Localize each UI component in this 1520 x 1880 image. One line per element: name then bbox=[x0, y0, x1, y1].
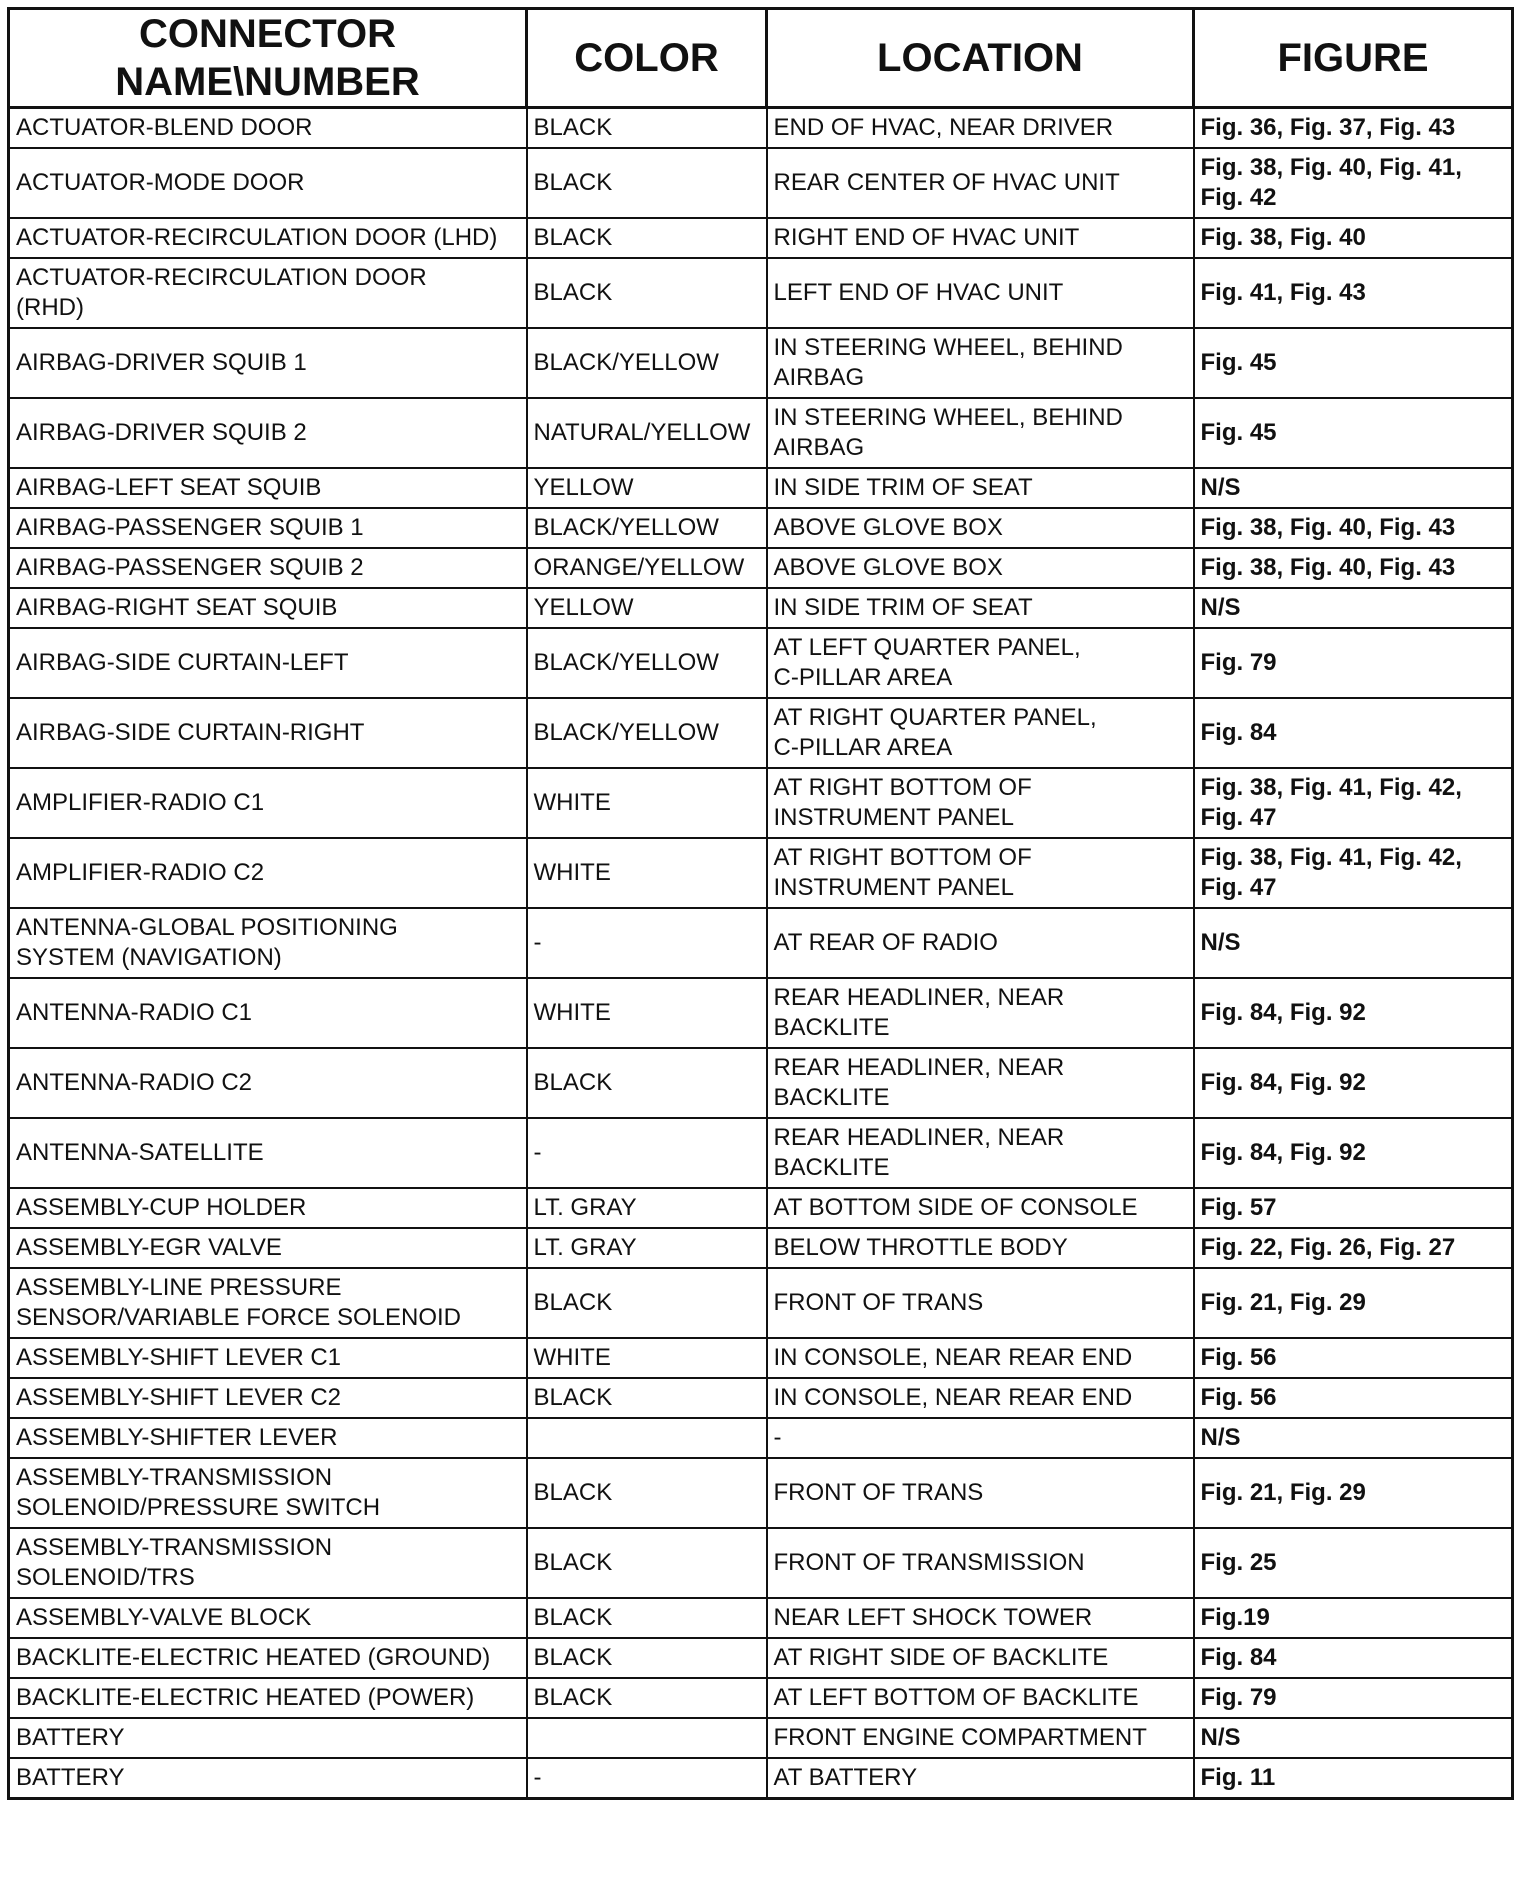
connector-name-cell: AMPLIFIER-RADIO C2 bbox=[9, 838, 527, 908]
location-cell: IN CONSOLE, NEAR REAR END bbox=[767, 1378, 1194, 1418]
color-cell: LT. GRAY bbox=[527, 1188, 767, 1228]
connector-name-cell: AIRBAG-DRIVER SQUIB 1 bbox=[9, 328, 527, 398]
figure-cell: Fig. 56 bbox=[1194, 1378, 1513, 1418]
figure-cell: Fig. 45 bbox=[1194, 328, 1513, 398]
table-row bbox=[9, 1678, 1513, 1718]
color-cell: - bbox=[527, 908, 767, 978]
table-row bbox=[9, 1758, 1513, 1799]
location-cell: AT LEFT BOTTOM OF BACKLITE bbox=[767, 1678, 1194, 1718]
figure-cell: N/S bbox=[1194, 468, 1513, 508]
connector-name-cell: AIRBAG-SIDE CURTAIN-RIGHT bbox=[9, 698, 527, 768]
connector-name-cell: ACTUATOR-RECIRCULATION DOOR (RHD) bbox=[9, 258, 527, 328]
location-cell: ABOVE GLOVE BOX bbox=[767, 548, 1194, 588]
location-cell: IN STEERING WHEEL, BEHIND AIRBAG bbox=[767, 398, 1194, 468]
table-row bbox=[9, 148, 1513, 218]
location-cell: REAR CENTER OF HVAC UNIT bbox=[767, 148, 1194, 218]
color-cell: BLACK bbox=[527, 1678, 767, 1718]
location-cell: AT RIGHT SIDE OF BACKLITE bbox=[767, 1638, 1194, 1678]
location-cell: - bbox=[767, 1418, 1194, 1458]
table-row bbox=[9, 1638, 1513, 1678]
color-cell: BLACK bbox=[527, 218, 767, 258]
location-cell: IN STEERING WHEEL, BEHIND AIRBAG bbox=[767, 328, 1194, 398]
color-cell: BLACK bbox=[527, 1048, 767, 1118]
color-cell: BLACK/YELLOW bbox=[527, 508, 767, 548]
location-cell: AT REAR OF RADIO bbox=[767, 908, 1194, 978]
figure-cell: Fig. 38, Fig. 40, Fig. 41, Fig. 42 bbox=[1194, 148, 1513, 218]
header-color: COLOR bbox=[527, 9, 767, 108]
table-row bbox=[9, 838, 1513, 908]
connector-name-cell: ASSEMBLY-CUP HOLDER bbox=[9, 1188, 527, 1228]
location-cell: AT LEFT QUARTER PANEL, C-PILLAR AREA bbox=[767, 628, 1194, 698]
connector-name-cell: BACKLITE-ELECTRIC HEATED (GROUND) bbox=[9, 1638, 527, 1678]
location-cell: FRONT OF TRANS bbox=[767, 1268, 1194, 1338]
color-cell: BLACK bbox=[527, 148, 767, 218]
location-cell: LEFT END OF HVAC UNIT bbox=[767, 258, 1194, 328]
color-cell: BLACK bbox=[527, 108, 767, 149]
connector-name-cell: ASSEMBLY-VALVE BLOCK bbox=[9, 1598, 527, 1638]
figure-cell: Fig. 84, Fig. 92 bbox=[1194, 1048, 1513, 1118]
color-cell: WHITE bbox=[527, 838, 767, 908]
location-cell: NEAR LEFT SHOCK TOWER bbox=[767, 1598, 1194, 1638]
table-row bbox=[9, 1188, 1513, 1228]
color-cell: BLACK bbox=[527, 1598, 767, 1638]
location-cell: FRONT OF TRANSMISSION bbox=[767, 1528, 1194, 1598]
location-cell: IN SIDE TRIM OF SEAT bbox=[767, 468, 1194, 508]
location-cell: FRONT OF TRANS bbox=[767, 1458, 1194, 1528]
table-row bbox=[9, 258, 1513, 328]
figure-cell: Fig. 36, Fig. 37, Fig. 43 bbox=[1194, 108, 1513, 149]
connector-table bbox=[7, 7, 1514, 1800]
connector-name-cell: ANTENNA-GLOBAL POSITIONING SYSTEM (NAVIGATION) bbox=[9, 908, 527, 978]
figure-cell: Fig. 45 bbox=[1194, 398, 1513, 468]
connector-name-cell: ANTENNA-RADIO C1 bbox=[9, 978, 527, 1048]
connector-name-cell: ASSEMBLY-SHIFTER LEVER bbox=[9, 1418, 527, 1458]
color-cell: BLACK/YELLOW bbox=[527, 328, 767, 398]
color-cell: NATURAL/YELLOW bbox=[527, 398, 767, 468]
connector-name-cell: ANTENNA-SATELLITE bbox=[9, 1118, 527, 1188]
connector-name-cell: BATTERY bbox=[9, 1718, 527, 1758]
location-cell: AT BOTTOM SIDE OF CONSOLE bbox=[767, 1188, 1194, 1228]
figure-cell: Fig. 84 bbox=[1194, 698, 1513, 768]
figure-cell: Fig. 38, Fig. 40, Fig. 43 bbox=[1194, 508, 1513, 548]
table-row bbox=[9, 1418, 1513, 1458]
figure-cell: Fig. 22, Fig. 26, Fig. 27 bbox=[1194, 1228, 1513, 1268]
color-cell: LT. GRAY bbox=[527, 1228, 767, 1268]
figure-cell: Fig. 56 bbox=[1194, 1338, 1513, 1378]
figure-cell: Fig. 21, Fig. 29 bbox=[1194, 1268, 1513, 1338]
connector-name-cell: AMPLIFIER-RADIO C1 bbox=[9, 768, 527, 838]
table-row bbox=[9, 698, 1513, 768]
table-row bbox=[9, 588, 1513, 628]
connector-name-cell: AIRBAG-PASSENGER SQUIB 2 bbox=[9, 548, 527, 588]
table-body bbox=[9, 108, 1513, 1799]
connector-name-cell: ASSEMBLY-TRANSMISSION SOLENOID/PRESSURE SWITCH bbox=[9, 1458, 527, 1528]
figure-cell: N/S bbox=[1194, 1418, 1513, 1458]
location-cell: FRONT ENGINE COMPARTMENT bbox=[767, 1718, 1194, 1758]
color-cell: BLACK bbox=[527, 1268, 767, 1338]
table-row bbox=[9, 1268, 1513, 1338]
color-cell: BLACK bbox=[527, 1378, 767, 1418]
location-cell: REAR HEADLINER, NEAR BACKLITE bbox=[767, 978, 1194, 1048]
figure-cell: N/S bbox=[1194, 1718, 1513, 1758]
figure-cell: Fig. 38, Fig. 41, Fig. 42, Fig. 47 bbox=[1194, 838, 1513, 908]
color-cell: BLACK/YELLOW bbox=[527, 628, 767, 698]
figure-cell: Fig. 38, Fig. 40 bbox=[1194, 218, 1513, 258]
location-cell: AT RIGHT BOTTOM OF INSTRUMENT PANEL bbox=[767, 838, 1194, 908]
connector-name-cell: AIRBAG-DRIVER SQUIB 2 bbox=[9, 398, 527, 468]
figure-cell: N/S bbox=[1194, 588, 1513, 628]
table-row bbox=[9, 1378, 1513, 1418]
table-row bbox=[9, 1458, 1513, 1528]
location-cell: BELOW THROTTLE BODY bbox=[767, 1228, 1194, 1268]
location-cell: RIGHT END OF HVAC UNIT bbox=[767, 218, 1194, 258]
color-cell: - bbox=[527, 1118, 767, 1188]
color-cell: BLACK bbox=[527, 258, 767, 328]
location-cell: END OF HVAC, NEAR DRIVER bbox=[767, 108, 1194, 149]
connector-name-cell: ACTUATOR-BLEND DOOR bbox=[9, 108, 527, 149]
table-row bbox=[9, 1228, 1513, 1268]
color-cell: BLACK/YELLOW bbox=[527, 698, 767, 768]
location-cell: REAR HEADLINER, NEAR BACKLITE bbox=[767, 1118, 1194, 1188]
table-row bbox=[9, 1048, 1513, 1118]
table-row bbox=[9, 978, 1513, 1048]
figure-cell: Fig. 25 bbox=[1194, 1528, 1513, 1598]
figure-cell: N/S bbox=[1194, 908, 1513, 978]
table-row bbox=[9, 508, 1513, 548]
figure-cell: Fig. 21, Fig. 29 bbox=[1194, 1458, 1513, 1528]
connector-name-cell: ACTUATOR-RECIRCULATION DOOR (LHD) bbox=[9, 218, 527, 258]
figure-cell: Fig. 79 bbox=[1194, 628, 1513, 698]
connector-name-cell: ACTUATOR-MODE DOOR bbox=[9, 148, 527, 218]
connector-name-cell: BACKLITE-ELECTRIC HEATED (POWER) bbox=[9, 1678, 527, 1718]
table-row bbox=[9, 398, 1513, 468]
table-row bbox=[9, 1528, 1513, 1598]
header-row bbox=[9, 9, 1513, 108]
color-cell: BLACK bbox=[527, 1528, 767, 1598]
connector-name-cell: ASSEMBLY-TRANSMISSION SOLENOID/TRS bbox=[9, 1528, 527, 1598]
figure-cell: Fig. 41, Fig. 43 bbox=[1194, 258, 1513, 328]
table-row bbox=[9, 908, 1513, 978]
location-cell: IN SIDE TRIM OF SEAT bbox=[767, 588, 1194, 628]
color-cell: YELLOW bbox=[527, 468, 767, 508]
location-cell: AT RIGHT QUARTER PANEL, C-PILLAR AREA bbox=[767, 698, 1194, 768]
table-row bbox=[9, 1118, 1513, 1188]
table-row bbox=[9, 108, 1513, 149]
color-cell bbox=[527, 1418, 767, 1458]
color-cell: BLACK bbox=[527, 1638, 767, 1678]
connector-name-cell: ASSEMBLY-SHIFT LEVER C2 bbox=[9, 1378, 527, 1418]
connector-name-cell: AIRBAG-RIGHT SEAT SQUIB bbox=[9, 588, 527, 628]
figure-cell: Fig. 57 bbox=[1194, 1188, 1513, 1228]
connector-name-cell: ASSEMBLY-EGR VALVE bbox=[9, 1228, 527, 1268]
color-cell: BLACK bbox=[527, 1458, 767, 1528]
table-row bbox=[9, 548, 1513, 588]
figure-cell: Fig. 84, Fig. 92 bbox=[1194, 1118, 1513, 1188]
color-cell: WHITE bbox=[527, 1338, 767, 1378]
connector-name-cell: ASSEMBLY-SHIFT LEVER C1 bbox=[9, 1338, 527, 1378]
table-row bbox=[9, 628, 1513, 698]
connector-name-cell: ANTENNA-RADIO C2 bbox=[9, 1048, 527, 1118]
location-cell: ABOVE GLOVE BOX bbox=[767, 508, 1194, 548]
color-cell: - bbox=[527, 1758, 767, 1799]
table-row bbox=[9, 1598, 1513, 1638]
figure-cell: Fig.19 bbox=[1194, 1598, 1513, 1638]
color-cell: YELLOW bbox=[527, 588, 767, 628]
table-row bbox=[9, 1338, 1513, 1378]
header-connector-name: CONNECTOR NAME\NUMBER bbox=[9, 9, 527, 108]
table-row bbox=[9, 768, 1513, 838]
figure-cell: Fig. 38, Fig. 40, Fig. 43 bbox=[1194, 548, 1513, 588]
color-cell: ORANGE/YELLOW bbox=[527, 548, 767, 588]
color-cell bbox=[527, 1718, 767, 1758]
figure-cell: Fig. 79 bbox=[1194, 1678, 1513, 1718]
header-figure: FIGURE bbox=[1194, 9, 1513, 108]
figure-cell: Fig. 38, Fig. 41, Fig. 42, Fig. 47 bbox=[1194, 768, 1513, 838]
color-cell: WHITE bbox=[527, 978, 767, 1048]
connector-name-cell: AIRBAG-SIDE CURTAIN-LEFT bbox=[9, 628, 527, 698]
connector-name-cell: AIRBAG-LEFT SEAT SQUIB bbox=[9, 468, 527, 508]
color-cell: WHITE bbox=[527, 768, 767, 838]
table-row bbox=[9, 468, 1513, 508]
connector-name-cell: ASSEMBLY-LINE PRESSURE SENSOR/VARIABLE FORCE SOLENOID bbox=[9, 1268, 527, 1338]
connector-name-cell: BATTERY bbox=[9, 1758, 527, 1799]
figure-cell: Fig. 84, Fig. 92 bbox=[1194, 978, 1513, 1048]
table-row bbox=[9, 218, 1513, 258]
location-cell: REAR HEADLINER, NEAR BACKLITE bbox=[767, 1048, 1194, 1118]
figure-cell: Fig. 11 bbox=[1194, 1758, 1513, 1799]
location-cell: IN CONSOLE, NEAR REAR END bbox=[767, 1338, 1194, 1378]
connector-name-cell: AIRBAG-PASSENGER SQUIB 1 bbox=[9, 508, 527, 548]
header-location: LOCATION bbox=[767, 9, 1194, 108]
location-cell: AT RIGHT BOTTOM OF INSTRUMENT PANEL bbox=[767, 768, 1194, 838]
table-row bbox=[9, 328, 1513, 398]
table-row bbox=[9, 1718, 1513, 1758]
location-cell: AT BATTERY bbox=[767, 1758, 1194, 1799]
figure-cell: Fig. 84 bbox=[1194, 1638, 1513, 1678]
